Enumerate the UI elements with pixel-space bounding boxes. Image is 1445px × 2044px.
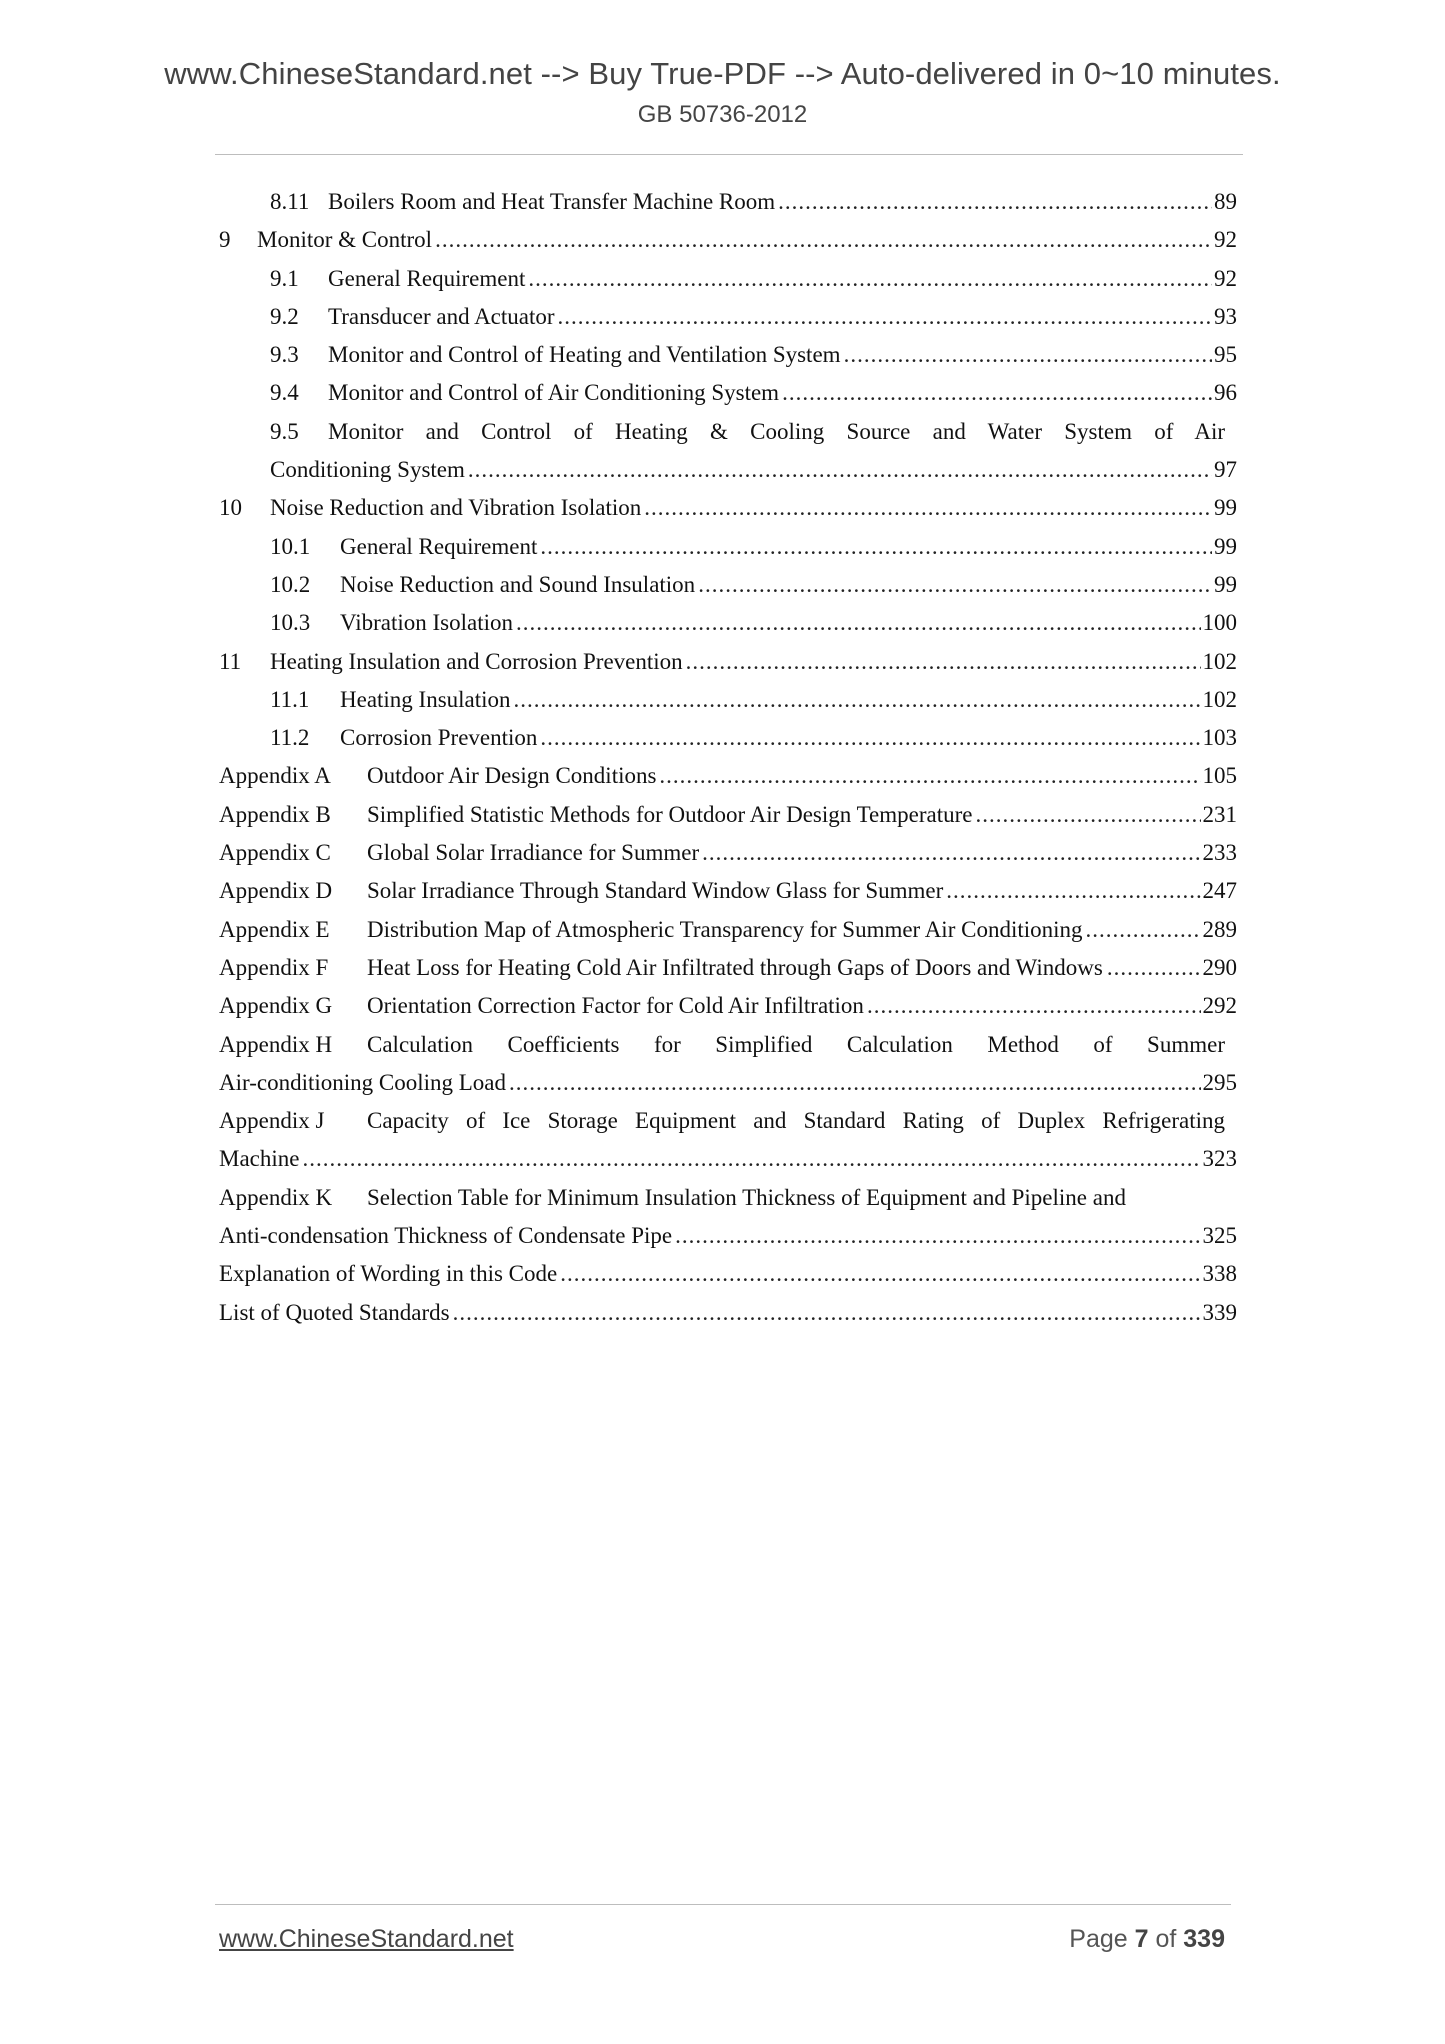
toc-title: Orientation Correction Factor for Cold Air Infiltration xyxy=(367,993,864,1019)
toc-title: Selection Table for Minimum Insulation Thickness of Equipment and Pipeline and xyxy=(367,1184,1126,1210)
toc-title: Boilers Room and Heat Transfer Machine Room xyxy=(328,189,776,214)
toc-number: 10.3 xyxy=(270,610,311,636)
toc-title: Heating Insulation and Corrosion Prevention xyxy=(270,648,683,674)
toc-title: Monitor & Control xyxy=(257,227,433,253)
toc-number: Appendix A xyxy=(219,763,331,789)
page-of: of xyxy=(1155,1925,1177,1953)
toc-entry-11-2[interactable] xyxy=(219,719,1237,757)
toc-number: 10 xyxy=(219,495,242,521)
toc-number: Appendix K xyxy=(219,1184,333,1210)
toc-title: Outdoor Air Design Conditions xyxy=(367,763,657,789)
toc-number: 11.1 xyxy=(270,686,310,712)
toc-entry-9[interactable] xyxy=(219,221,1237,259)
toc-entry-9-5-continued[interactable] xyxy=(219,451,1237,489)
page-number xyxy=(1069,1925,1225,1954)
toc-page: 339 xyxy=(1202,1299,1237,1325)
toc-title: Heat Loss for Heating Cold Air Infiltrated through Gaps of Doors and Windows xyxy=(367,954,1103,980)
toc-title: Corrosion Prevention xyxy=(340,725,538,751)
page-header xyxy=(0,56,1445,130)
toc-page: 338 xyxy=(1202,1261,1237,1287)
toc-page: 92 xyxy=(1214,265,1237,291)
toc-number: 9.3 xyxy=(270,342,299,368)
toc-page: 97 xyxy=(1214,457,1237,483)
toc-entry-appendix-h[interactable] xyxy=(219,1026,1237,1064)
toc-title: Heating Insulation xyxy=(340,686,511,712)
toc-title: General Requirement xyxy=(340,533,538,559)
toc-entry-9-4[interactable] xyxy=(219,374,1237,412)
toc-title-continued: Air-conditioning Cooling Load xyxy=(219,1069,507,1095)
toc-entry-9-3[interactable] xyxy=(219,336,1237,374)
toc-number: Appendix B xyxy=(219,801,331,827)
toc-title-continued: Machine xyxy=(219,1146,300,1172)
toc-page: 93 xyxy=(1214,303,1237,329)
toc-page: 92 xyxy=(1214,227,1237,253)
toc-entry-explanation-of-wording[interactable] xyxy=(219,1255,1237,1293)
toc-entry-9-1[interactable] xyxy=(219,260,1237,298)
toc-page: 99 xyxy=(1214,533,1237,559)
toc-entry-appendix-d[interactable] xyxy=(219,872,1237,910)
toc-page: 99 xyxy=(1214,571,1237,597)
toc-page: 95 xyxy=(1214,342,1237,368)
toc-number: 9.2 xyxy=(270,303,299,329)
toc-number: 10.1 xyxy=(270,533,311,559)
toc-page: 100 xyxy=(1202,610,1237,636)
toc-entry-8-11[interactable] xyxy=(219,183,1237,221)
toc-title: Global Solar Irradiance for Summer xyxy=(367,840,700,866)
toc-leader xyxy=(528,260,1212,298)
toc-page: 247 xyxy=(1202,878,1237,904)
toc-entry-9-2[interactable] xyxy=(219,298,1237,336)
toc-leader xyxy=(644,489,1212,527)
toc-entry-list-of-quoted-standards[interactable] xyxy=(219,1294,1237,1332)
toc-title: Monitor and Control of Heating & Cooling Source and Water System of Air xyxy=(328,418,1225,444)
toc-leader xyxy=(1107,949,1199,987)
toc-number: 11 xyxy=(219,648,242,674)
toc-leader xyxy=(540,719,1200,757)
toc-entry-appendix-f[interactable] xyxy=(219,949,1237,987)
toc-page: 102 xyxy=(1202,648,1237,674)
toc-title: Calculation Coefficients for Simplified Calculation Method of Summer xyxy=(367,1031,1225,1057)
toc-page: 99 xyxy=(1214,495,1237,521)
toc-number: Appendix E xyxy=(219,916,330,942)
toc-number: Appendix D xyxy=(219,878,333,904)
toc-leader xyxy=(558,298,1212,336)
toc-number: 9.4 xyxy=(270,380,299,406)
toc-entry-appendix-k[interactable] xyxy=(219,1179,1237,1217)
toc-title: Distribution Map of Atmospheric Transparency for Summer Air Conditioning xyxy=(367,916,1083,942)
toc-entry-appendix-h-continued[interactable] xyxy=(219,1064,1237,1102)
toc-title-continued: Conditioning System xyxy=(270,457,465,483)
toc-leader xyxy=(686,643,1201,681)
toc-leader xyxy=(453,1294,1201,1332)
toc-title: Monitor and Control of Heating and Ventilation System xyxy=(328,342,841,368)
toc-entry-11-1[interactable] xyxy=(219,681,1237,719)
current-page: 7 xyxy=(1134,1925,1149,1953)
toc-leader xyxy=(659,757,1200,795)
toc-number: 9 xyxy=(219,227,231,253)
toc-entry-appendix-k-continued[interactable] xyxy=(219,1217,1237,1255)
header-title: www.ChineseStandard.net --> Buy True-PDF --> Auto-delivered in 0~10 minutes. xyxy=(164,56,1281,91)
toc-entry-appendix-j[interactable] xyxy=(219,1102,1237,1140)
toc-leader xyxy=(509,1064,1200,1102)
toc-number: 8.11 xyxy=(270,189,310,214)
toc-entry-10-2[interactable] xyxy=(219,566,1237,604)
toc-page: 231 xyxy=(1202,801,1237,827)
toc-title: Explanation of Wording in this Code xyxy=(219,1261,558,1287)
toc-leader xyxy=(946,872,1200,910)
toc-leader xyxy=(435,221,1212,259)
toc-number: Appendix J xyxy=(219,1108,325,1134)
toc-number: 9.1 xyxy=(270,265,299,291)
footer-divider xyxy=(215,1904,1231,1905)
toc-leader xyxy=(302,1140,1200,1178)
toc-page: 233 xyxy=(1202,840,1237,866)
toc-page: 292 xyxy=(1202,993,1237,1019)
toc-number: 11.2 xyxy=(270,725,310,751)
toc-title: Monitor and Control of Air Conditioning System xyxy=(328,380,780,406)
toc-title: Simplified Statistic Methods for Outdoor Air Design Temperature xyxy=(367,801,973,827)
toc-leader xyxy=(1086,911,1201,949)
toc-page: 323 xyxy=(1202,1146,1237,1172)
toc-page: 103 xyxy=(1202,725,1237,751)
toc-title: Capacity of Ice Storage Equipment and Standard Rating of Duplex Refrigerating xyxy=(367,1108,1225,1134)
toc-entry-9-5[interactable] xyxy=(219,413,1237,451)
toc-page: 325 xyxy=(1202,1223,1237,1249)
toc-leader xyxy=(514,681,1201,719)
toc-number: Appendix C xyxy=(219,840,331,866)
toc-entry-appendix-c[interactable] xyxy=(219,834,1237,872)
toc-leader xyxy=(867,987,1201,1025)
toc-entry-appendix-a[interactable] xyxy=(219,757,1237,795)
toc-page: 96 xyxy=(1214,380,1237,406)
toc-title: General Requirement xyxy=(328,265,526,291)
toc-page: 102 xyxy=(1202,686,1237,712)
toc-leader xyxy=(975,796,1200,834)
table-of-contents xyxy=(219,183,1237,1332)
toc-entry-appendix-g[interactable] xyxy=(219,987,1237,1025)
toc-page: 105 xyxy=(1202,763,1237,789)
toc-leader xyxy=(844,336,1212,374)
total-pages: 339 xyxy=(1183,1925,1225,1953)
toc-title: Noise Reduction and Vibration Isolation xyxy=(270,495,642,521)
toc-title: Transducer and Actuator xyxy=(328,303,555,329)
toc-title-continued: Anti-condensation Thickness of Condensate Pipe xyxy=(219,1223,673,1249)
toc-entry-appendix-b[interactable] xyxy=(219,796,1237,834)
toc-leader xyxy=(468,451,1212,489)
toc-leader xyxy=(778,183,1212,221)
toc-leader xyxy=(516,604,1200,642)
toc-entry-10[interactable] xyxy=(219,489,1237,527)
header-divider xyxy=(215,154,1243,155)
toc-entry-11[interactable] xyxy=(219,643,1237,681)
toc-number: 9.5 xyxy=(270,418,299,444)
toc-page: 290 xyxy=(1202,954,1237,980)
toc-number: 10.2 xyxy=(270,571,311,597)
toc-page: 89 xyxy=(1214,189,1237,214)
toc-entry-appendix-e[interactable] xyxy=(219,911,1237,949)
toc-leader xyxy=(540,528,1212,566)
toc-entry-10-1[interactable] xyxy=(219,528,1237,566)
toc-leader xyxy=(698,566,1212,604)
toc-page: 295 xyxy=(1202,1069,1237,1095)
toc-entry-10-3[interactable] xyxy=(219,604,1237,642)
toc-number: Appendix G xyxy=(219,993,333,1019)
toc-title: List of Quoted Standards xyxy=(219,1299,450,1325)
toc-number: Appendix H xyxy=(219,1031,333,1057)
standard-code: GB 50736-2012 xyxy=(637,101,808,128)
toc-leader xyxy=(675,1217,1200,1255)
toc-leader xyxy=(560,1255,1200,1293)
toc-number: Appendix F xyxy=(219,954,329,980)
toc-title: Solar Irradiance Through Standard Window Glass for Summer xyxy=(367,878,944,904)
toc-page: 289 xyxy=(1202,916,1237,942)
toc-leader xyxy=(782,374,1212,412)
toc-leader xyxy=(702,834,1200,872)
page-label: Page xyxy=(1069,1925,1128,1953)
toc-entry-appendix-j-continued[interactable] xyxy=(219,1140,1237,1178)
footer-website-link[interactable]: www.ChineseStandard.net xyxy=(219,1925,514,1953)
toc-title: Noise Reduction and Sound Insulation xyxy=(340,571,696,597)
toc-title: Vibration Isolation xyxy=(340,610,514,636)
